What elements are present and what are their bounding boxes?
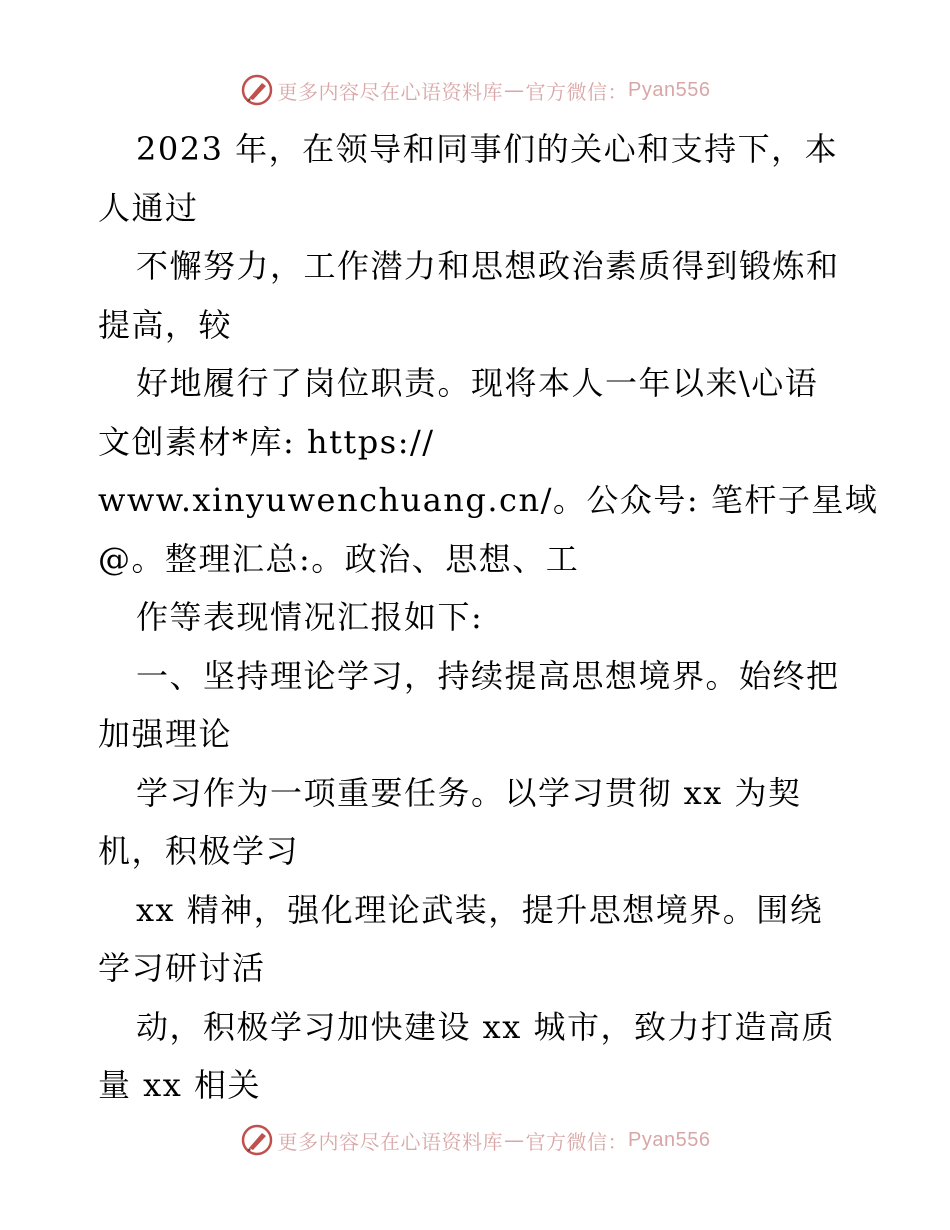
text-line: 文创素材*库: https:// (98, 422, 435, 461)
header-watermark (0, 70, 950, 110)
text-line: 学习研讨活 (98, 949, 266, 987)
watermark-wechat-label: 官方微信： (525, 1129, 629, 1154)
watermark-wechat-id: Pyan556 (628, 78, 711, 101)
text-line: 一、坚持理论学习，持续提高思想境界。始终把 (136, 656, 840, 695)
text-line: 人通过 (98, 188, 199, 227)
document-body (98, 120, 898, 1115)
text-line: 机，积极学习 (98, 832, 300, 870)
pen-logo-icon (240, 73, 274, 107)
text-line: www.xinyuwenchuang.cn/。公众号: 笔杆子星域 (98, 481, 879, 519)
text-line: 量 xx 相关 (98, 1066, 261, 1104)
text-line: 2023 年，在领导和同事们的关心和支持下，本 (136, 130, 839, 168)
text-line: 加强理论 (98, 715, 233, 753)
text-line: xx 精神，强化理论武装，提升思想境界。围绕 (136, 890, 824, 929)
text-line: 不懈努力，工作潜力和思想政治素质得到锻炼和 (136, 247, 840, 285)
text-line: 作等表现情况汇报如下: (136, 598, 484, 636)
text-line: 好地履行了岗位职责。现将本人一年以来\心语 (136, 364, 819, 402)
watermark-wechat-label: 官方微信： (525, 79, 629, 104)
pen-logo-icon (240, 1123, 274, 1157)
watermark-dash: — (504, 1128, 525, 1152)
text-line: @。整理汇总:。政治、思想、工 (98, 539, 580, 578)
watermark-text: 更多内容尽在心语资料库 (277, 79, 504, 104)
watermark-wechat-id: Pyan556 (628, 1128, 711, 1151)
watermark-text: 更多内容尽在心语资料库 (277, 1129, 504, 1154)
text-line: 动，积极学习加快建设 xx 城市，致力打造高质 (136, 1007, 835, 1046)
text-line: 提高，较 (98, 305, 233, 344)
text-line: 学习作为一项重要任务。以学习贯彻 xx 为契 (136, 773, 802, 812)
footer-watermark (0, 1120, 950, 1160)
watermark-dash: — (504, 78, 525, 102)
